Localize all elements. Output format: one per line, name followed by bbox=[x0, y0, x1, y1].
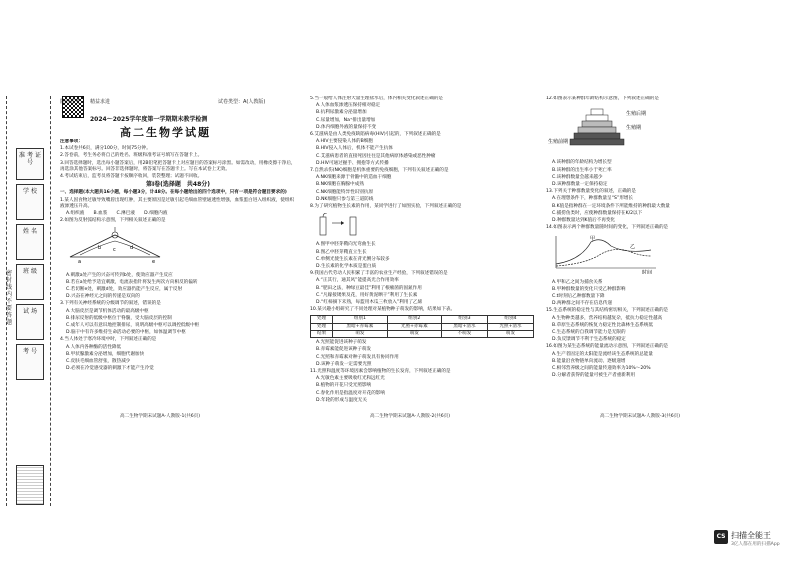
column-3-body bbox=[546, 96, 770, 410]
age-pyramid-figure bbox=[546, 105, 656, 155]
question-option: D.种群数量达到K值后不再变化 bbox=[552, 218, 616, 224]
question-option: A.组织液 B.血浆 C.淋巴液 D.细胞内液 bbox=[66, 211, 168, 217]
table-cell: 组别2 bbox=[387, 316, 441, 323]
table-row bbox=[311, 323, 534, 330]
camscanner-logo: CS bbox=[714, 530, 728, 544]
question-option: C.光照和赤霉素对种子萌发具有协同作用 bbox=[316, 354, 399, 360]
reflex-label-d: d bbox=[130, 245, 134, 252]
question-option: B.该种群的出生率小于死亡率 bbox=[552, 167, 612, 173]
curve-label-time: 时间 bbox=[642, 270, 653, 275]
camscanner-subtitle: 3亿人都在用的扫描App bbox=[731, 542, 780, 547]
question: 1.某人因食物过敏导致嘴唇出现红肿，其主要原因是过敏引起毛细血管壁通透性增强，血浆蛋白进入组织液，使组织液渗透压升高。 bbox=[60, 197, 295, 209]
question-option: C.该种群数量会越来越少 bbox=[552, 174, 603, 180]
question-option: D.该种群数量一定保持稳定 bbox=[552, 182, 608, 188]
question-option: B.HIV侵入人体后，机体不能产生抗体 bbox=[316, 146, 393, 152]
question-option: A.刺激a处产生的兴奋可传到b处，使效应器产生反应 bbox=[66, 272, 173, 278]
note-item: 2.答卷前，考生务必将自己的姓名、班级和准考证号填写在答题卡上。 bbox=[60, 153, 203, 159]
question-option: D.“红柿摘下未熟，每篮用木瓜三枚放入”利用了乙烯 bbox=[316, 300, 423, 306]
question: 2.如图为反射弧结构示意图，下列相关叙述正确的是 bbox=[60, 218, 166, 224]
question: 3.下列有关神经系统的分级调节的叙述，错误的是 bbox=[60, 301, 161, 307]
question-option: C.相邻营养级之间的能量传递效率为10%～20% bbox=[552, 366, 651, 372]
note-item: 3.回答选择题时，选出每小题答案后，用2B铅笔把答题卡上对应题目的答案标号涂黑。如需改动，用橡皮擦干净后，再选涂其他答案标号。回答非选择题时，将答案写在答题卡上。写在本试卷上无效。 bbox=[60, 160, 296, 172]
table-cell: 组别3 bbox=[441, 316, 487, 323]
question-option: B.排尿反射的低级中枢位于脊髓，受大脑皮层的控制 bbox=[66, 315, 172, 321]
note-item: 4.考试结束后，监考员将答题卡按顺序收回，装袋整理；试题不回收。 bbox=[60, 174, 203, 180]
binding-dash-line bbox=[50, 96, 51, 506]
table-cell: 黑暗+清水 bbox=[441, 323, 487, 330]
question-option: A.光敏色素主要吸收红光和远红光 bbox=[316, 376, 385, 382]
page-footer-1: 高二生物学期末试题A-人教版-1(共6页) bbox=[120, 414, 201, 419]
box-school bbox=[16, 184, 44, 220]
question: 10.某兴趣小组研究了不同处理对某植物种子萌发的影响，结果如下表。 bbox=[310, 307, 456, 313]
question-option: B.“肥田之法，种绿豆最佳”利用了根瘤菌的固氮作用 bbox=[316, 285, 422, 291]
question-option: A.甲和乙之间为捕食关系 bbox=[552, 279, 603, 285]
table-cell: 黑暗+赤霉素 bbox=[333, 323, 387, 330]
question-option: A.在理想条件下，种群数量呈“S”形增长 bbox=[552, 196, 634, 202]
table-cell: 萌发 bbox=[487, 330, 533, 337]
question-option: B.植物的开花只受光照影响 bbox=[316, 383, 372, 389]
question-option: D.负反馈调节不利于生态系统的稳定 bbox=[552, 337, 626, 343]
label-class: 班级 bbox=[22, 268, 39, 275]
question-option: D.兴奋在神经元之间的传递是双向的 bbox=[66, 294, 140, 300]
label-admission-number: 准考证号 bbox=[19, 152, 44, 166]
question-option: D.NK细胞只参与第三道防线 bbox=[316, 196, 374, 202]
question-option: A.NK细胞来源于骨髓中的造血干细胞 bbox=[316, 175, 392, 181]
box-name bbox=[16, 224, 44, 260]
table-cell: 处理 bbox=[311, 316, 333, 323]
reflex-label-b: b bbox=[98, 245, 102, 252]
question-option: C.若切断e处，刺激d处，效应器仍能产生反应，属于反射 bbox=[66, 287, 183, 293]
reflex-label-c: c bbox=[113, 247, 116, 254]
pyramid-label-mid: 生殖期 bbox=[626, 125, 642, 132]
table-cell: 不萌发 bbox=[441, 330, 487, 337]
question-option: B.NK细胞在胸腺中成熟 bbox=[316, 182, 364, 188]
table-row bbox=[311, 316, 534, 323]
question: 7.自然杀伤(NK)细胞是机体重要的免疫细胞，下列有关叙述正确的是 bbox=[310, 168, 449, 174]
reflex-arc-diagram bbox=[60, 227, 170, 267]
question-option: A.光照能促进该种子萌发 bbox=[316, 340, 367, 346]
question-option: D.该种子萌发一定需要光照 bbox=[316, 361, 372, 367]
question-option: D.HIV可通过握手、拥抱等方式传播 bbox=[316, 160, 389, 166]
question-option: C.NK细胞能特异性识别抗原 bbox=[316, 189, 374, 195]
omr-marks bbox=[16, 465, 44, 505]
question-option: B.图乙中胚芽鞘直立生长 bbox=[316, 249, 367, 255]
question-option: D.分解者获得的能量可被生产者重新利用 bbox=[552, 373, 636, 379]
box-admission-number bbox=[16, 148, 44, 180]
seedling-diagram bbox=[310, 213, 370, 237]
question-option: B.赤霉素能促进该种子萌发 bbox=[316, 347, 372, 353]
question: 6.艾滋病是由人类免疫缺陷病毒(HIV)引起的，下列叙述正确的是 bbox=[310, 132, 441, 138]
question-option: C.艾滋病患者的直接死因往往是其他病原体感染或恶性肿瘤 bbox=[316, 153, 436, 159]
curve-label-b: 乙 bbox=[630, 244, 636, 251]
label-name: 姓名 bbox=[22, 228, 39, 235]
question-option: D.体内细胞外液的量保持不变 bbox=[316, 124, 377, 130]
question-option: B.甲种群数量的变化只受乙种群影响 bbox=[552, 286, 626, 292]
question: 14.如图表示两个种群数量随时间的变化，下列叙述正确的是 bbox=[546, 225, 669, 231]
question: 5.当一般给人体注射大量生理盐水后，体内相关变化叙述正确的是 bbox=[310, 96, 444, 101]
question-option: C.皮肤毛细血管舒张，散热减少 bbox=[66, 359, 131, 365]
question-option: A.“正其行，通其风”能提高光合作用效率 bbox=[316, 278, 399, 284]
question-option: D.脑干中有许多维持生命活动必要的中枢，如体温调节中枢 bbox=[66, 330, 186, 336]
question-option: A.HIV主要侵染人体的B细胞 bbox=[316, 139, 373, 145]
question-option: A.大脑皮层是调节机体活动的最高级中枢 bbox=[66, 308, 149, 314]
question-option: A.生产者固定的太阳能是流经该生态系统的总能量 bbox=[552, 351, 653, 357]
reflex-label-e: e bbox=[152, 259, 156, 266]
question: 12.如图表示某种群年龄结构示意图，下列叙述正确的是 bbox=[546, 96, 659, 101]
question-option: B.若在a处给予适宜刺激，电流表指针将发生两次方向相反的偏转 bbox=[66, 279, 198, 285]
table-cell: 组别4 bbox=[487, 316, 533, 323]
question-option: B.甲状腺激素分泌增加，细胞代谢加快 bbox=[66, 351, 145, 357]
question: 16.如图为某生态系统的能量流动示意图，下列叙述正确的是 bbox=[546, 344, 669, 350]
section-title: 第Ⅰ卷(选择题 共48分) bbox=[145, 181, 211, 189]
binding-vertical-text: 密 封 线 内 不 要 答 题 bbox=[6, 270, 13, 326]
question-option: B.能量沿食物链单向流动、逐级递增 bbox=[552, 358, 626, 364]
question-option: B.抗利尿激素分泌量增加 bbox=[316, 110, 367, 116]
question-option: C.尿量增加，Na⁺排出量增加 bbox=[316, 117, 376, 123]
question-option: D.两种群之间不存在信息传递 bbox=[552, 301, 613, 307]
question-option: C.“凡嫁接矮果及花，用好黄泥晒干”利用了生长素 bbox=[316, 292, 418, 298]
question-option: C.春化作用是指温度对开花的影响 bbox=[316, 390, 385, 396]
page-title: 高二生物学试题 bbox=[120, 126, 211, 139]
label-school: 学校 bbox=[22, 188, 39, 195]
table-row bbox=[311, 330, 534, 337]
table-cell: 萌发 bbox=[333, 330, 387, 337]
reflex-label-a: a bbox=[78, 259, 82, 266]
header-tag-left: 陕西省考 精益求进 bbox=[60, 99, 111, 105]
germination-table bbox=[310, 315, 534, 338]
label-exam-number: 考号 bbox=[22, 348, 39, 355]
question-option: B.K值是指种群在一定环境条件下所能维持的种群最大数量 bbox=[552, 203, 670, 209]
question-option: C.单侧光使生长素在背光侧分布较多 bbox=[316, 256, 390, 262]
population-curve-figure bbox=[546, 234, 666, 274]
question-option: A.人体内各种酶的活性降低 bbox=[66, 344, 122, 350]
header-year-line: 2024～2025学年度第一学期期末教学检测 bbox=[90, 116, 208, 123]
table-cell: 处理 bbox=[311, 323, 333, 330]
question: 8.为了研究植物生长素的作用，某同学进行了如图实验，下列叙述正确的是 bbox=[310, 204, 462, 210]
box-class bbox=[16, 264, 44, 300]
header-tag-right: 试卷类型：A(人教版) bbox=[218, 99, 266, 105]
table-cell: 组别1 bbox=[333, 316, 387, 323]
question: 15.生态系统的稳定性与其结构密切相关，下列叙述正确的是 bbox=[546, 308, 669, 314]
question-option: D.年轮的形成与温度无关 bbox=[316, 397, 367, 403]
table-cell: 光照+赤霉素 bbox=[387, 323, 441, 330]
question: 9.我国古代劳动人民积累了丰富的农业生产经验，下列叙述错误的是 bbox=[310, 271, 448, 277]
notes-heading: 注意事项： bbox=[60, 139, 83, 144]
label-exam-room: 试场 bbox=[22, 308, 39, 315]
question: 13.下列关于种群数量变化的叙述，正确的是 bbox=[546, 189, 636, 195]
question: 11.光照和温度等环境因素会影响植物的生长发育，下列叙述正确的是 bbox=[310, 368, 451, 374]
question-option: D.必须在冷觉感受器的刺激下才能产生冷觉 bbox=[66, 366, 154, 372]
question-option: A.生物种类越多，营养结构越复杂，抵抗力稳定性越高 bbox=[552, 315, 663, 321]
question-option: C.t时刻后乙种群数量下降 bbox=[552, 294, 605, 300]
question-option: A.人体血浆渗透压保持相对稳定 bbox=[316, 103, 381, 109]
question: 4.当人体处于寒冷环境中时，下列叙述正确的是 bbox=[60, 337, 157, 343]
question-option: B.草原生态系统的恢复力稳定性比森林生态系统低 bbox=[552, 322, 654, 328]
box-exam-number bbox=[16, 344, 44, 380]
pyramid-label-pre: 生殖前期 bbox=[548, 139, 569, 146]
curve-label-a: 甲 bbox=[590, 236, 596, 243]
box-exam-room bbox=[16, 304, 44, 340]
page-footer-3: 高二生物学期末试题A-人教版-3(共6页) bbox=[600, 414, 681, 419]
page-footer-2: 高二生物学期末试题A-人教版-2(共6页) bbox=[370, 414, 451, 419]
table-cell: 光照+清水 bbox=[487, 323, 533, 330]
section-intro: 一、选择题(本大题共16小题，每小题3分，计48分。在每小题给出的四个选项中，只有一项是符合题目要求的) bbox=[60, 190, 287, 196]
table-cell: 萌发 bbox=[387, 330, 441, 337]
camscanner-name: 扫描全能王 bbox=[731, 531, 771, 540]
question-option: A.该种群的年龄结构为增长型 bbox=[552, 160, 612, 166]
question-option: C.生态系统的自我调节能力是无限的 bbox=[552, 330, 626, 336]
column-1-body bbox=[60, 139, 296, 429]
note-item: 1.本试卷共6页，满分100分，时间75分钟。 bbox=[60, 146, 151, 152]
question-option: D.生长素的化学本质是蛋白质 bbox=[316, 264, 377, 270]
question-option: A.图甲中胚芽鞘向光弯曲生长 bbox=[316, 242, 376, 248]
pyramid-label-post: 生殖后期 bbox=[626, 111, 647, 118]
table-cell: 结果 bbox=[311, 330, 333, 337]
column-2-body bbox=[310, 96, 534, 410]
question-option: C.捕捞鱼类时，应使种群数量保持在K/2以下 bbox=[552, 210, 643, 216]
question-option: C.成年人可以有意识地控制排尿，说明高级中枢可以调控低级中枢 bbox=[66, 323, 200, 329]
